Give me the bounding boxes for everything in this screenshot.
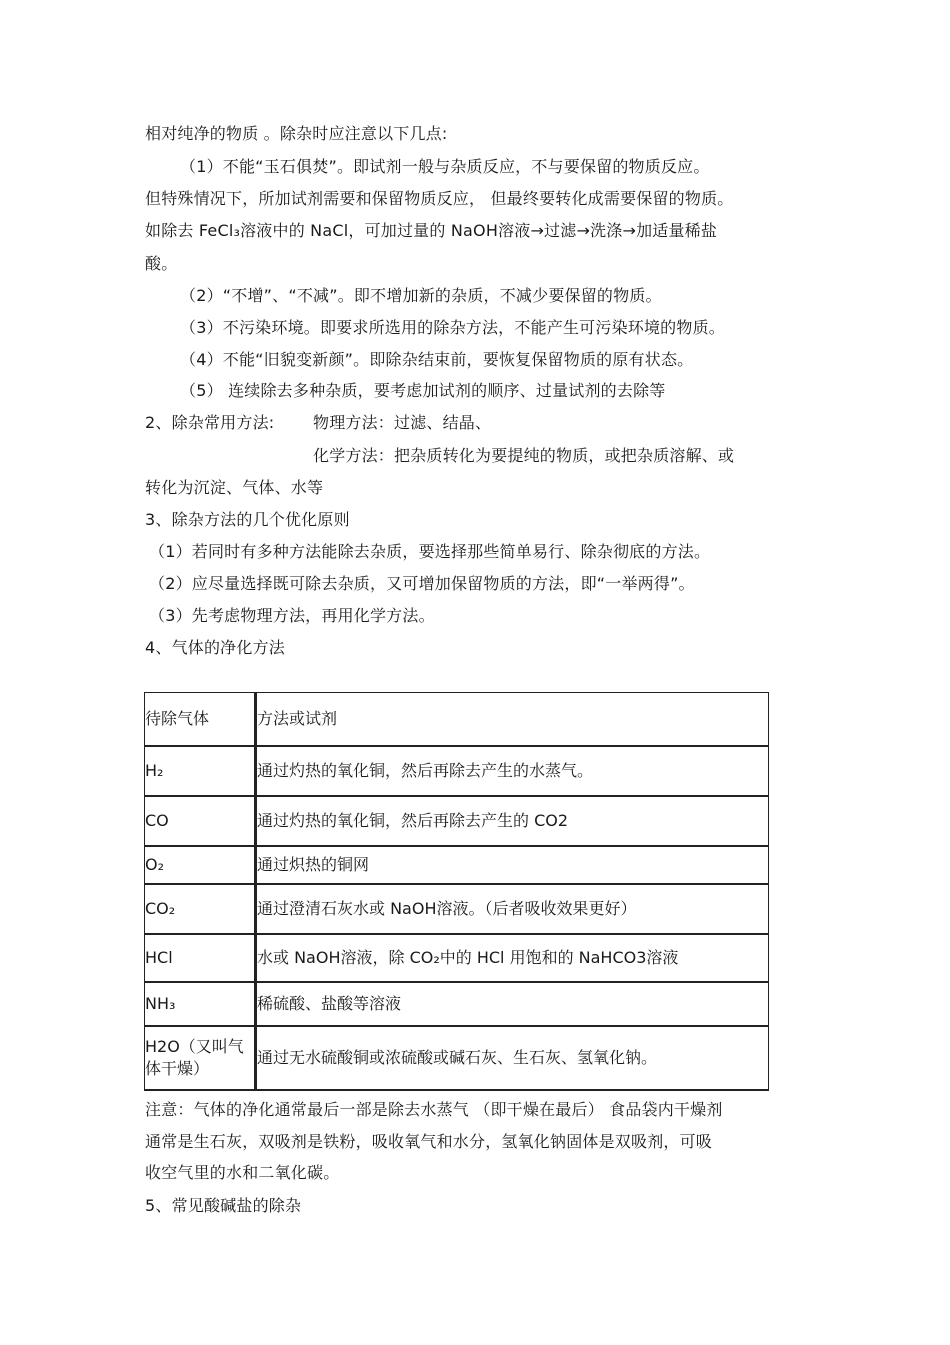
table-row	[145, 1026, 769, 1090]
text-line: （4）不能“旧貌变新颜”。即除杂结束前，要恢复保留物质的原有状态。	[180, 350, 694, 369]
table-header-cell: 方法或试剂	[256, 693, 769, 747]
text-line: 如除去 FeCl₃溶液中的 NaCl，可加过量的 NaOH溶液→过滤→洗涤→加适量稀盐	[145, 221, 718, 240]
section-heading: 4、气体的净化方法	[145, 638, 285, 657]
table-cell: 通过灼热的氧化铜，然后再除去产生的 CO2	[256, 796, 769, 846]
section-heading: 5、常见酸碱盐的除杂	[145, 1196, 302, 1215]
text-line: （2）应尽量选择既可除去杂质，又可增加保留物质的方法，即“一举两得”。	[149, 574, 695, 593]
text-line: （1）不能“玉石俱焚”。即试剂一般与杂质反应，不与要保留的物质反应。	[180, 157, 710, 176]
text-line: （1）若同时有多种方法能除去杂质，要选择那些简单易行、除杂彻底的方法。	[149, 542, 711, 561]
table-row	[145, 884, 769, 934]
table-row	[145, 746, 769, 796]
table-cell: 通过无水硫酸铜或浓硫酸或碱石灰、生石灰、氢氧化钠。	[256, 1026, 769, 1090]
note-line: 通常是生石灰，双吸剂是铁粉，吸收氧气和水分，氢氧化钠固体是双吸剂，可吸	[145, 1132, 713, 1151]
table-cell: 通过炽热的铜网	[256, 846, 769, 884]
note-line: 收空气里的水和二氧化碳。	[145, 1163, 340, 1182]
text-line: 但特殊情况下，所加试剂需要和保留物质反应， 但最终要转化成需要保留的物质。	[145, 189, 734, 208]
table-cell: 通过灼热的氧化铜，然后再除去产生的水蒸气。	[256, 746, 769, 796]
table-header-row	[145, 693, 769, 747]
table-row	[145, 796, 769, 846]
text-line: （5） 连续除去多种杂质，要考虑加试剂的顺序、过量试剂的去除等	[180, 381, 666, 400]
text-line: 物理方法：过滤、结晶、	[313, 413, 492, 432]
table-cell: 水或 NaOH溶液，除 CO₂中的 HCl 用饱和的 NaHCO3溶液	[256, 934, 769, 982]
table-cell: CO	[145, 796, 256, 846]
table-cell: HCl	[145, 934, 256, 982]
table-cell: 稀硫酸、盐酸等溶液	[256, 982, 769, 1026]
table-cell: 通过澄清石灰水或 NaOH溶液。（后者吸收效果更好）	[256, 884, 769, 934]
text-line: 酸。	[145, 254, 178, 273]
text-line: （3）不污染环境。即要求所选用的除杂方法，不能产生可污染环境的物质。	[180, 318, 725, 337]
text-line: 转化为沉淀、气体、水等	[145, 478, 324, 497]
table-header-cell: 待除气体	[145, 693, 256, 747]
gas-purification-table	[144, 692, 769, 1091]
section-heading: 3、除杂方法的几个优化原则	[145, 510, 350, 529]
text-line: （2）“不增”、“不减”。即不增加新的杂质，不减少要保留的物质。	[180, 286, 662, 305]
table-cell: O₂	[145, 846, 256, 884]
section-heading: 2、除杂常用方法:	[145, 413, 275, 432]
table-row	[145, 982, 769, 1026]
table-cell: NH₃	[145, 982, 256, 1026]
text-line: 相对纯净的物质 。除杂时应注意以下几点:	[145, 124, 448, 143]
note-line: 注意：气体的净化通常最后一部是除去水蒸气 （即干燥在最后） 食品袋内干燥剂	[145, 1100, 723, 1119]
table-row	[145, 934, 769, 982]
table-cell: H₂	[145, 746, 256, 796]
text-line: （3）先考虑物理方法，再用化学方法。	[149, 606, 435, 625]
text-line: 化学方法：把杂质转化为要提纯的物质，或把杂质溶解、或	[313, 446, 735, 465]
table-cell: H2O（又叫气体干燥）	[145, 1026, 256, 1090]
table-cell: CO₂	[145, 884, 256, 934]
table-row	[145, 846, 769, 884]
